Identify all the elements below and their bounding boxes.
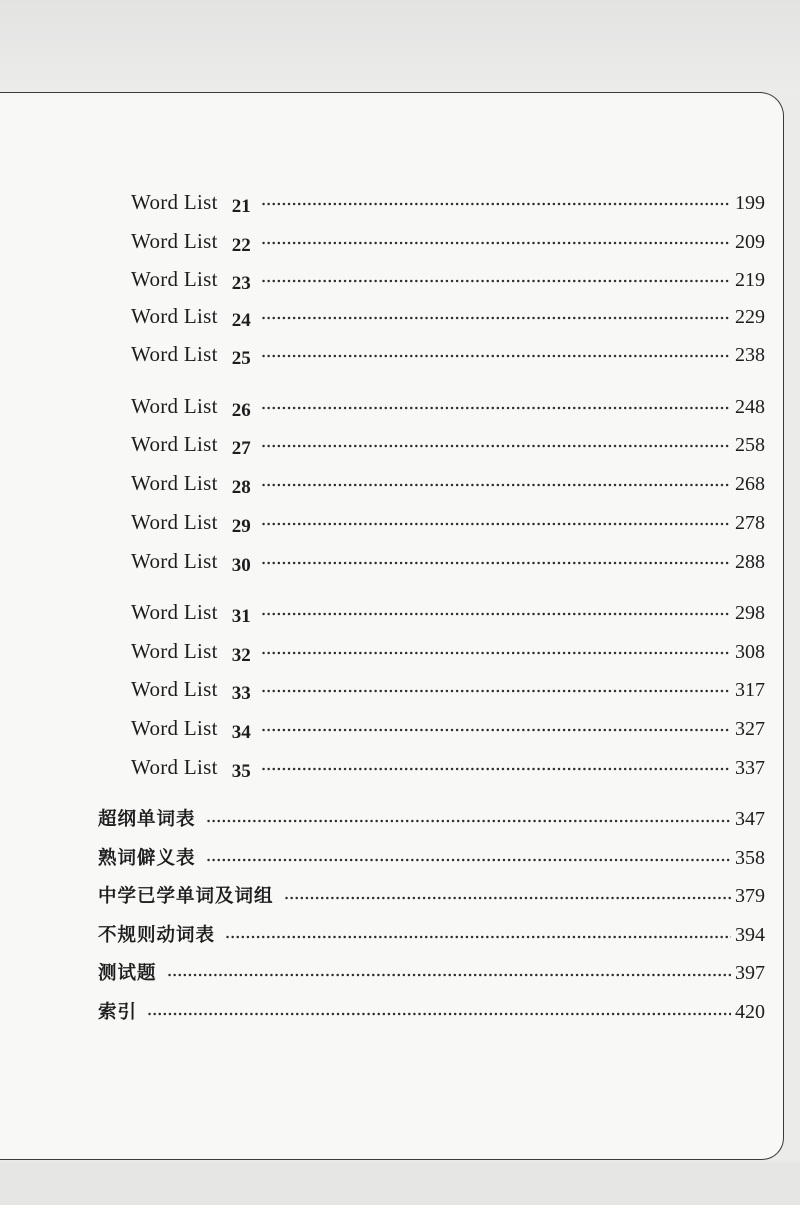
page-number: 219 bbox=[735, 269, 765, 291]
entry-label: Word List bbox=[131, 342, 218, 366]
page-number: 268 bbox=[735, 473, 765, 495]
entry-number: 28 bbox=[231, 477, 251, 498]
dot-leader bbox=[261, 521, 731, 527]
entry-number: 24 bbox=[231, 310, 251, 331]
dot-leader bbox=[261, 405, 731, 411]
entry-label: Word List bbox=[131, 639, 218, 663]
page-number: 278 bbox=[735, 512, 765, 534]
dot-leader bbox=[206, 857, 731, 863]
toc-entry[interactable] bbox=[131, 507, 765, 537]
page-number: 420 bbox=[735, 1001, 765, 1023]
page-number: 308 bbox=[735, 641, 765, 663]
dot-leader bbox=[167, 972, 731, 978]
dot-leader bbox=[261, 353, 731, 359]
toc-entry[interactable] bbox=[131, 264, 765, 294]
page-number: 327 bbox=[735, 718, 765, 740]
toc-entry[interactable] bbox=[131, 391, 765, 421]
toc-appendix-entry[interactable] bbox=[98, 881, 765, 911]
dot-leader bbox=[261, 727, 731, 733]
top-margin bbox=[0, 0, 800, 94]
entry-label: Word List bbox=[131, 716, 218, 740]
toc-appendix-entry[interactable] bbox=[98, 920, 765, 950]
entry-label: Word List bbox=[131, 267, 218, 291]
dot-leader bbox=[261, 201, 731, 207]
entry-number: 25 bbox=[231, 348, 251, 369]
toc-entry[interactable] bbox=[131, 713, 765, 743]
dot-leader bbox=[206, 818, 731, 824]
entry-number: 31 bbox=[231, 606, 251, 627]
page-number: 199 bbox=[735, 192, 765, 214]
toc-appendix-entry[interactable] bbox=[98, 958, 765, 988]
entry-number: 32 bbox=[231, 645, 251, 666]
page-number: 337 bbox=[735, 757, 765, 779]
appendix-title: 索引 bbox=[98, 1002, 138, 1023]
dot-leader bbox=[261, 278, 731, 284]
appendix-title: 不规则动词表 bbox=[98, 925, 216, 946]
page-number: 258 bbox=[735, 434, 765, 456]
toc-appendix-entry[interactable] bbox=[98, 997, 765, 1027]
toc-entry[interactable] bbox=[131, 187, 765, 217]
dot-leader bbox=[261, 240, 731, 246]
entry-label: Word List bbox=[131, 600, 218, 624]
page-number: 238 bbox=[735, 344, 765, 366]
page-number: 288 bbox=[735, 551, 765, 573]
entry-label: Word List bbox=[131, 190, 218, 214]
dot-leader bbox=[261, 443, 731, 449]
entry-label: Word List bbox=[131, 229, 218, 253]
toc-entry[interactable] bbox=[131, 597, 765, 627]
entry-number: 26 bbox=[231, 400, 251, 421]
page-number: 298 bbox=[735, 602, 765, 624]
entry-number: 21 bbox=[231, 196, 251, 217]
toc-appendix-entry[interactable] bbox=[98, 804, 765, 834]
dot-leader bbox=[261, 650, 731, 656]
page-number: 248 bbox=[735, 396, 765, 418]
entry-number: 35 bbox=[231, 761, 251, 782]
dot-leader bbox=[147, 1011, 731, 1017]
appendix-title: 熟词僻义表 bbox=[98, 848, 196, 869]
toc-entry[interactable] bbox=[131, 429, 765, 459]
toc-entry[interactable] bbox=[131, 301, 765, 331]
toc-entry[interactable] bbox=[131, 468, 765, 498]
dot-leader bbox=[225, 934, 731, 940]
dot-leader bbox=[261, 560, 731, 566]
bottom-margin bbox=[0, 1162, 800, 1205]
toc-appendix-entry[interactable] bbox=[98, 843, 765, 873]
toc-entry[interactable] bbox=[131, 752, 765, 782]
dot-leader bbox=[261, 315, 731, 321]
appendix-title: 测试题 bbox=[98, 963, 157, 984]
entry-number: 27 bbox=[231, 438, 251, 459]
page-number: 317 bbox=[735, 679, 765, 701]
entry-label: Word List bbox=[131, 471, 218, 495]
entry-number: 22 bbox=[231, 235, 251, 256]
entry-number: 33 bbox=[231, 683, 251, 704]
toc-entry[interactable] bbox=[131, 636, 765, 666]
entry-label: Word List bbox=[131, 432, 218, 456]
toc-entry[interactable] bbox=[131, 546, 765, 576]
entry-label: Word List bbox=[131, 677, 218, 701]
appendix-title: 中学已学单词及词组 bbox=[98, 886, 274, 907]
entry-label: Word List bbox=[131, 510, 218, 534]
entry-number: 23 bbox=[231, 273, 251, 294]
toc-entry[interactable] bbox=[131, 674, 765, 704]
dot-leader bbox=[261, 482, 731, 488]
entry-label: Word List bbox=[131, 549, 218, 573]
entry-label: Word List bbox=[131, 394, 218, 418]
toc-entry[interactable] bbox=[131, 226, 765, 256]
dot-leader bbox=[261, 611, 731, 617]
entry-label: Word List bbox=[131, 755, 218, 779]
page-number: 358 bbox=[735, 847, 765, 869]
page-number: 379 bbox=[735, 885, 765, 907]
entry-label: Word List bbox=[131, 304, 218, 328]
toc-entry[interactable] bbox=[131, 339, 765, 369]
entry-number: 30 bbox=[231, 555, 251, 576]
entry-number: 34 bbox=[231, 722, 251, 743]
dot-leader bbox=[261, 766, 731, 772]
entry-number: 29 bbox=[231, 516, 251, 537]
appendix-title: 超纲单词表 bbox=[98, 809, 196, 830]
dot-leader bbox=[261, 688, 731, 694]
page-number: 209 bbox=[735, 231, 765, 253]
page-number: 397 bbox=[735, 962, 765, 984]
page-number: 347 bbox=[735, 808, 765, 830]
dot-leader bbox=[284, 895, 731, 901]
page-number: 229 bbox=[735, 306, 765, 328]
page-number: 394 bbox=[735, 924, 765, 946]
